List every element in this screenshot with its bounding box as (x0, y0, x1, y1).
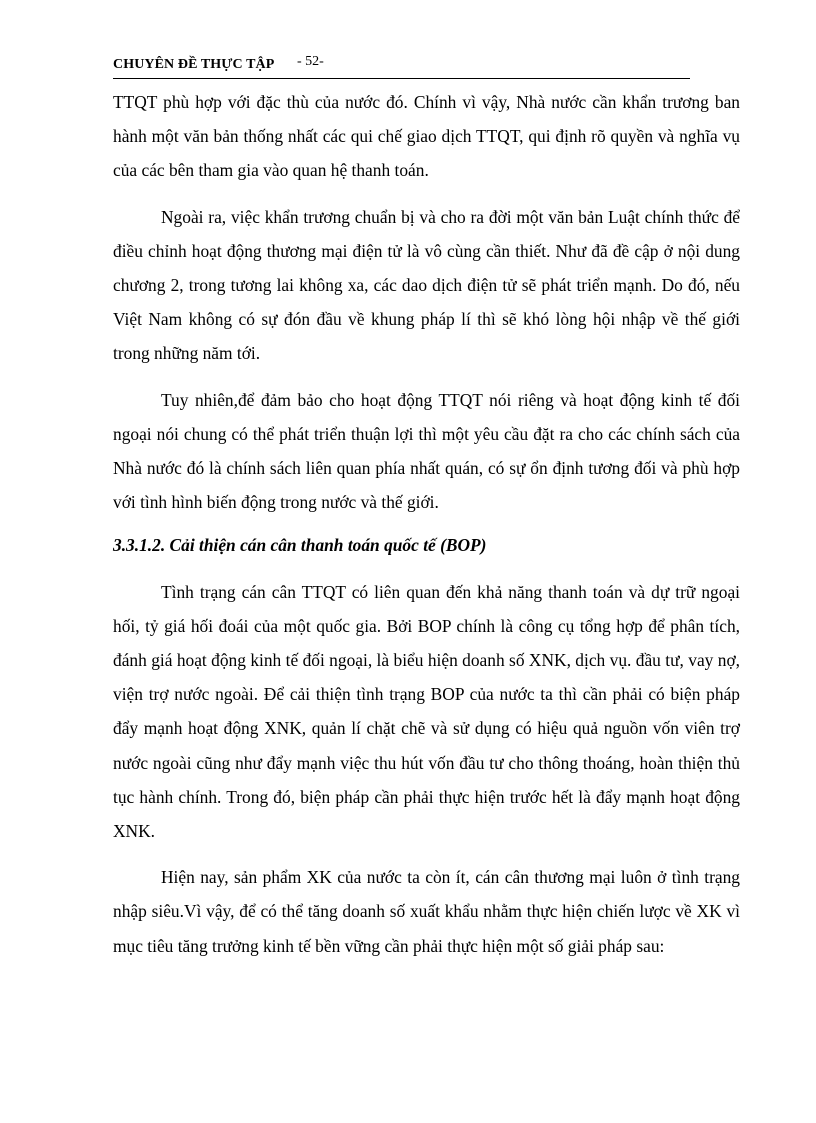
document-body (113, 85, 740, 963)
paragraph-5: Hiện nay, sản phẩm XK của nước ta còn ít, cán cân thương mại luôn ở tình trạng nhập siêu.Vì vậy, để có thể tăng doanh số xuất khẩu nhằm thực hiện chiến lược về XK vì mục tiêu tăng trưởng kinh tế bền vững cần phải thực hiện một số giải pháp sau: (113, 867, 740, 956)
paragraph-3: Tuy nhiên,để đảm bảo cho hoạt động TTQT nói riêng và hoạt động kinh tế đối ngoại nói chung có thể phát triển thuận lợi thì một yêu cầu đặt ra cho các chính sách của Nhà nước đó là chính sách liên quan phía nhất quán, có sự ổn định tương đối và phù hợp với tình hình biến động trong nước và thế giới. (113, 389, 740, 513)
page-number: - 52- (297, 54, 324, 69)
header-title: CHUYÊN ĐỀ THỰC TẬP (113, 57, 275, 72)
section-heading: 3.3.1.2. Cải thiện cán cân thanh toán quốc tế (BOP) (113, 535, 487, 556)
paragraph-2: Ngoài ra, việc khẩn trương chuẩn bị và cho ra đời một văn bản Luật chính thức để điều chỉnh hoạt động thương mại điện tử là vô cùng cần thiết. Như đã đề cập ở nội dung chương 2, trong tương lai không xa, các dao dịch điện tử sẽ phát triển mạnh. Do đó, nếu Việt Nam không có sự đón đầu về khung pháp lí thì sẽ khó lòng hội nhập về thế giới trong những năm tới. (113, 206, 740, 364)
paragraph-1: TTQT phù hợp với đặc thù của nước đó. Chính vì vậy, Nhà nước cần khẩn trương ban hành một văn bản thống nhất các qui chế giao dịch TTQT, qui định rõ quyền và nghĩa vụ của các bên tham gia vào quan hệ thanh toán. (113, 92, 740, 181)
page-header (113, 48, 690, 79)
paragraph-4: Tình trạng cán cân TTQT có liên quan đến khả năng thanh toán và dự trữ ngoại hối, tỷ giá hối đoái của một quốc gia. Bởi BOP chính là công cụ tổng hợp để phân tích, đánh giá hoạt động kinh tế đối ngoại, là biểu hiện doanh số XNK, dịch vụ. đầu tư, vay nợ, viện trợ nước ngoài. Để cải thiện tình trạng BOP của nước ta thì cần phải có biện pháp đẩy mạnh hoạt động XNK, quản lí chặt chẽ và sử dụng có hiệu quả nguồn vốn viên trợ nước ngoài cũng như đẩy mạnh việc thu hút vốn đầu tư cho thông thoáng, hoàn thiện thủ tục hành chính. Trong đó, biện pháp cần phải thực hiện trước hết là đẩy mạnh hoạt động XNK. (113, 581, 740, 842)
